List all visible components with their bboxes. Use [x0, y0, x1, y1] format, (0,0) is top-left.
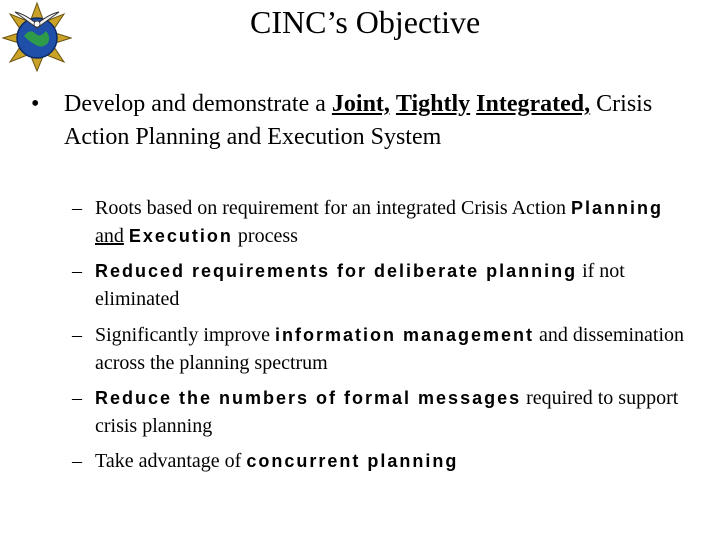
integrated-text: Integrated, [476, 91, 591, 117]
main-bullet-prefix: Develop and demonstrate a [64, 91, 332, 117]
dissemination-text: and dissemination across the planning spectrum [95, 324, 684, 374]
main-bullet-text [64, 88, 664, 154]
planning-emphasis: Planning [571, 198, 664, 218]
roots-text: Roots based on requirement for an integrated Crisis Action [95, 197, 572, 219]
significantly-improve-text: Significantly improve [95, 324, 275, 346]
information-management-emphasis: information management [274, 325, 535, 345]
sub-bullet-roots [95, 194, 695, 250]
required-to-support-text: required to support crisis planning [95, 387, 679, 437]
eagle-globe-emblem-icon [2, 2, 72, 72]
sub-bullet-marker: – [72, 260, 82, 282]
process-text: process [237, 225, 298, 247]
main-bullet-marker: • [31, 91, 40, 117]
and-text: and [95, 225, 124, 247]
concurrent-planning-emphasis: concurrent planning [246, 451, 459, 471]
sub-bullet-information-management [95, 321, 695, 377]
sub-bullet-marker: – [72, 324, 82, 346]
sub-bullet-marker: – [72, 387, 82, 409]
joint-text: Joint, [331, 91, 390, 117]
execution-emphasis: Execution [128, 226, 233, 246]
main-bullet-suffix: Crisis Action Planning and Execution System [64, 91, 653, 150]
sub-bullet-formal-messages [95, 384, 695, 440]
page-title: CINC’s Objective [250, 4, 481, 40]
if-not-eliminated-text: if not eliminated [95, 260, 625, 310]
sub-bullet-concurrent-planning [95, 447, 695, 475]
sub-bullet-reduced-requirements [95, 257, 695, 313]
tightly-text: Tightly [395, 91, 471, 117]
take-advantage-text: Take advantage of [95, 450, 247, 472]
reduced-requirements-emphasis: Reduced requirements for deliberate planning [95, 261, 578, 281]
sub-bullet-marker: – [72, 197, 82, 219]
sub-bullet-marker: – [72, 450, 82, 472]
formal-messages-emphasis: Reduce the numbers of formal messages [95, 388, 522, 408]
